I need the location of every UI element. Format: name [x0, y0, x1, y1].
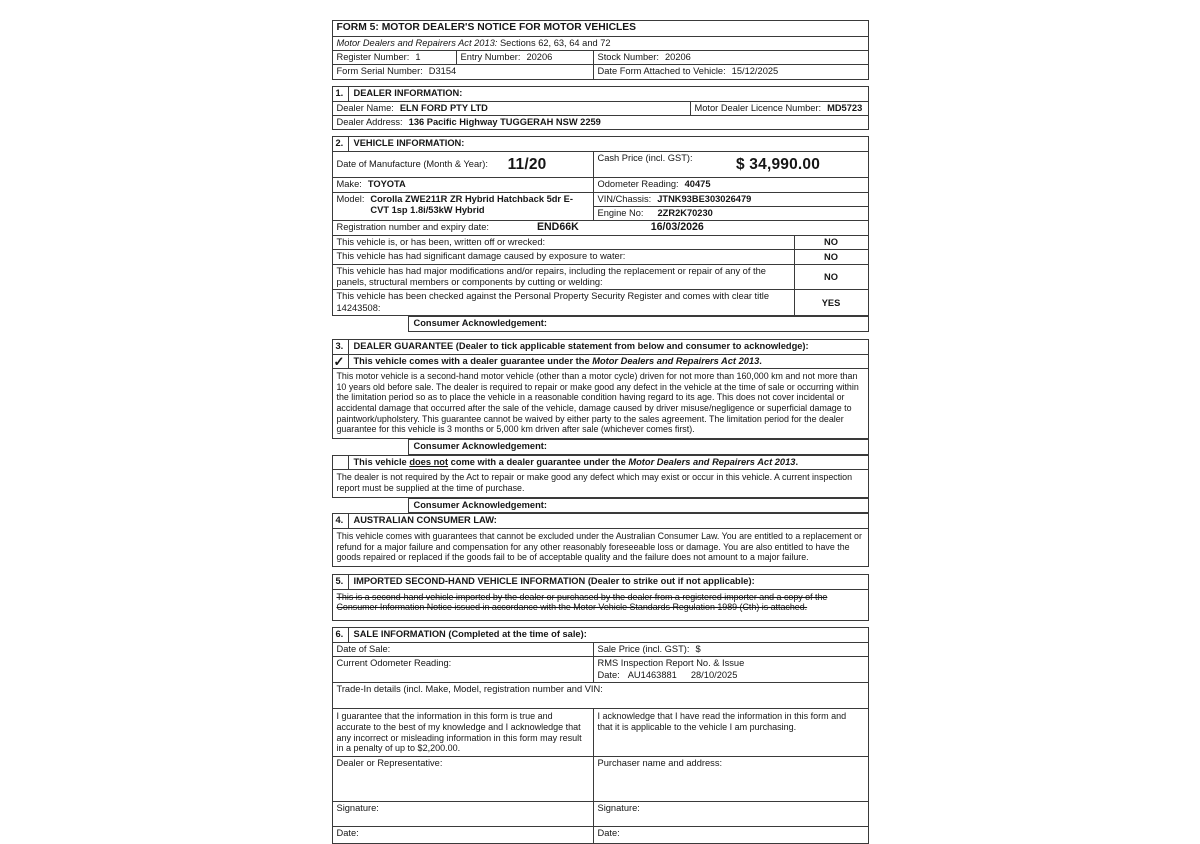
- date-of-sale-label: Date of Sale:: [336, 643, 391, 654]
- make-value: TOYOTA: [367, 179, 406, 190]
- make-odometer-row: [333, 177, 868, 191]
- condition-modifications-label: This vehicle has had major modifications and/or repairs, including the replacement or repair of any of the panels, structural members or components by cutting or welding:: [336, 265, 766, 287]
- sale-price-value: $: [695, 643, 701, 654]
- signatures-row: [333, 801, 868, 826]
- names-row: [333, 756, 868, 801]
- section1-number: 1.: [333, 87, 349, 101]
- model-cell: [333, 193, 593, 221]
- guarantee-with-body: This motor vehicle is a second-hand motor vehicle (other than a motor cycle) driven for not more than 160,000 km and not more than 10 years old before sale. The dealer is required to repair or make good any defect in the vehicle at the time of sale or occurring within the limitation period so as to place the vehicle in a reasonable condition having regard to its age. This does not cover incidental or accidental damage that occurred after the sale of the vehicle, damage caused by driver misuse/negligence or superficial damage to paintwork/upholstery. This guarantee cannot be waived by either party to the sales agreement. The limitation period for the dealer guarantee for this vehicle is 3 months or 5,000 km driven after sale (whichever comes first).: [336, 371, 859, 435]
- no-guarantee-table: [332, 455, 869, 498]
- form5-document: [332, 0, 869, 844]
- section1-title: DEALER INFORMATION:: [353, 87, 463, 98]
- purchaser-signature-cell: [593, 802, 868, 826]
- stock-number-cell: [593, 51, 868, 64]
- cash-price-cell: [593, 152, 868, 177]
- dealer-name-cell: [333, 102, 690, 115]
- dealer-licence-value: MD5723: [827, 102, 863, 113]
- dealer-signature-cell: [333, 802, 593, 826]
- condition-modifications-answer: NO: [794, 265, 868, 290]
- registration-row: [333, 220, 868, 234]
- guarantee-with-statement: [349, 355, 868, 369]
- current-odometer-cell: [333, 657, 593, 682]
- condition-writeoff-answer: NO: [794, 236, 868, 249]
- date-attached-label: Date Form Attached to Vehicle:: [597, 66, 726, 77]
- dealer-name-row: [333, 101, 868, 115]
- section2-number: 2.: [333, 137, 349, 151]
- guarantee-without-body: The dealer is not required by the Act to repair or make good any defect which may exist or occur in this vehicle. A current inspection report must be supplied at the time of purchase.: [336, 472, 853, 493]
- manufacture-cell: [333, 152, 593, 177]
- condition-row-water: [333, 249, 868, 263]
- dealer-name-label: Dealer Name:: [336, 102, 394, 113]
- sale-price-cell: [593, 643, 868, 656]
- vin-value: JTNK93BE303026479: [657, 193, 752, 204]
- tradein-cell: [333, 683, 868, 708]
- guarantee-with-pre: This vehicle comes with a dealer guarantee under the: [353, 355, 593, 366]
- guarantee-without-pre: This vehicle: [353, 456, 410, 467]
- date-of-sale-cell: [333, 643, 593, 656]
- date-attached-value: 15/12/2025: [731, 66, 779, 77]
- act-name: Motor Dealers and Repairers Act 2013:: [336, 37, 498, 48]
- sale-price-label: Sale Price (incl. GST):: [597, 643, 690, 654]
- odometer-cell: [593, 178, 868, 191]
- form-serial-value: D3154: [428, 66, 457, 77]
- cash-price-value: $ 34,990.00: [735, 155, 821, 173]
- engine-label: Engine No:: [597, 207, 644, 218]
- guarantee-without-underline: does not: [409, 456, 449, 467]
- imported-body-struck-text: This is a second-hand vehicle imported by the dealer or purchased by the dealer from a registered importer and a copy of the Consumer Information Notice issued in accordance with the Motor Vehicle Standards Regulation 1989 (Cth) is attached.: [336, 591, 828, 613]
- condition-ppsr-label: This vehicle has been checked against the Personal Property Security Register and comes with clear title 14243508:: [336, 291, 770, 313]
- odometer-value: 40475: [684, 179, 711, 190]
- rms-report-number: AU1463881: [627, 669, 677, 680]
- condition-water-label: This vehicle has had significant damage caused by exposure to water:: [336, 251, 626, 262]
- guarantee-with-statement-row: [333, 354, 868, 369]
- purchaser-name-label: Purchaser name and address:: [597, 758, 723, 769]
- acl-body: This vehicle comes with guarantees that cannot be excluded under the Australian Consumer Law. You are entitled to a replacement or refund for a major failure and compensation for any other reasonably foreseeable loss or damage. You are also entitled to have the goods repaired or replaced if the goods fail to be of acceptable quality and the failure does not amount to a major failure.: [336, 531, 862, 563]
- guarantee-with-post: .: [759, 355, 762, 366]
- guarantee-without-post: .: [795, 456, 799, 467]
- dealer-address-value: 136 Pacific Highway TUGGERAH NSW 2259: [408, 116, 601, 127]
- declaration-row: [333, 708, 868, 756]
- make-label: Make:: [336, 179, 362, 190]
- imported-vehicle-table: [332, 574, 869, 621]
- register-number-value: 1: [415, 51, 421, 62]
- tradein-row: [333, 682, 868, 708]
- condition-row-modifications: [333, 264, 868, 290]
- section3-number: 3.: [333, 340, 349, 354]
- engine-cell: [594, 206, 868, 220]
- form-serial-label: Form Serial Number:: [336, 66, 423, 77]
- sale-information-table: [332, 627, 869, 844]
- guarantee-without-mid: come with a dealer guarantee under the: [448, 456, 629, 467]
- current-odometer-label: Current Odometer Reading:: [336, 658, 452, 669]
- vin-cell: [594, 193, 868, 206]
- registration-value: END66K: [536, 221, 579, 234]
- consumer-acknowledgement-box-2: Consumer Acknowledgement:: [408, 439, 869, 455]
- registration-expiry: 16/03/2026: [650, 221, 704, 234]
- section4-number: 4.: [333, 514, 349, 528]
- sale-date-price-row: [333, 642, 868, 656]
- australian-consumer-law-table: [332, 513, 869, 567]
- condition-writeoff-label: This vehicle is, or has been, written off or wrecked:: [336, 236, 546, 247]
- act-row: [333, 36, 868, 50]
- condition-row-ppsr: [333, 289, 868, 315]
- purchaser-name-cell: [593, 757, 868, 801]
- dealer-information-table: [332, 86, 869, 131]
- form-title: FORM 5: MOTOR DEALER'S NOTICE FOR MOTOR VEHICLES: [336, 22, 637, 33]
- odometer-label: Odometer Reading:: [597, 179, 679, 190]
- condition-ppsr-answer: YES: [794, 290, 868, 315]
- guarantee-without-act: Motor Dealers and Repairers Act 2013: [628, 456, 796, 467]
- register-row: [333, 50, 868, 64]
- cash-price-label: Cash Price (incl. GST):: [597, 153, 693, 164]
- purchaser-date-cell: [593, 827, 868, 843]
- vehicle-information-table: [332, 136, 869, 316]
- entry-number-cell: [456, 51, 593, 64]
- engine-value: 2ZR2K70230: [657, 207, 713, 218]
- consumer-acknowledgement-box-1: Consumer Acknowledgement:: [408, 316, 869, 332]
- rms-report-cell: [593, 657, 868, 682]
- register-number-label: Register Number:: [336, 51, 410, 62]
- model-value: Corolla ZWE211R ZR Hybrid Hatchback 5dr E-CVT 1sp 1.8i/53kW Hybrid: [370, 193, 573, 215]
- dealer-date-label: Date:: [336, 828, 359, 839]
- dealer-address-cell: [333, 116, 868, 129]
- section2-title: VEHICLE INFORMATION:: [353, 138, 465, 149]
- imported-body-row: [333, 589, 868, 620]
- section4-header: [333, 514, 868, 528]
- condition-row-writeoff: [333, 235, 868, 249]
- section2-header: [333, 137, 868, 151]
- stock-number-label: Stock Number:: [597, 51, 659, 62]
- acl-body-row: [333, 528, 868, 566]
- section6-header: [333, 628, 868, 642]
- consumer-acknowledgement-box-3: Consumer Acknowledgement:: [408, 498, 869, 514]
- dealer-signature-label: Signature:: [336, 803, 379, 814]
- entry-number-value: 20206: [526, 51, 553, 62]
- guarantee-without-statement: [349, 456, 868, 470]
- entry-number-label: Entry Number:: [460, 51, 521, 62]
- purchaser-declaration: I acknowledge that I have read the information in this form and that it is applicable to the vehicle I am purchasing.: [593, 709, 868, 756]
- form-title-row: [333, 21, 868, 36]
- dealer-representative-label: Dealer or Representative:: [336, 758, 443, 769]
- act-sections: Sections 62, 63, 64 and 72: [497, 37, 611, 48]
- dealer-declaration: I guarantee that the information in this form is true and accurate to the best of my knowledge and I acknowledge that any incorrect or misleading information in this form may result in a penalty of up to $2,200.00.: [336, 711, 582, 754]
- dealer-name-value: ELN FORD PTY LTD: [399, 102, 488, 113]
- section5-header: [333, 575, 868, 589]
- guarantee-tick-cell: [333, 355, 349, 369]
- guarantee-with-body-row: [333, 368, 868, 438]
- act-reference: [333, 37, 615, 50]
- rms-report-date: 28/10/2025: [690, 669, 738, 680]
- section6-title: SALE INFORMATION (Completed at the time of sale):: [353, 629, 587, 640]
- section5-number: 5.: [333, 575, 349, 589]
- odometer-rms-row: [333, 656, 868, 682]
- manufacture-value: 11/20: [507, 155, 547, 173]
- dealer-guarantee-table: [332, 339, 869, 439]
- guarantee-without-statement-row: [333, 456, 868, 470]
- guarantee-checkbox-cell: [333, 456, 349, 470]
- vin-engine-column: [593, 193, 868, 221]
- rms-report-label: RMS Inspection Report No. & Issue Date:: [597, 658, 745, 680]
- dealer-date-cell: [333, 827, 593, 843]
- guarantee-without-body-row: [333, 469, 868, 496]
- form-serial-cell: [333, 65, 593, 78]
- dealer-licence-label: Motor Dealer Licence Number:: [694, 102, 822, 113]
- registration-label: Registration number and expiry date:: [336, 222, 489, 233]
- dealer-representative-cell: [333, 757, 593, 801]
- serial-row: [333, 64, 868, 78]
- section1-header: [333, 87, 868, 101]
- tick-icon: ✓: [333, 353, 345, 369]
- guarantee-with-act: Motor Dealers and Repairers Act 2013: [592, 355, 760, 366]
- dates-row: [333, 826, 868, 843]
- register-number-cell: [333, 51, 456, 64]
- manufacture-label: Date of Manufacture (Month & Year):: [336, 158, 488, 169]
- model-label: Model:: [336, 193, 365, 204]
- section6-number: 6.: [333, 628, 349, 642]
- tradein-label: Trade-In details (incl. Make, Model, registration number and VIN:: [336, 684, 603, 695]
- dealer-address-row: [333, 115, 868, 129]
- section3-header: [333, 340, 868, 354]
- purchaser-signature-label: Signature:: [597, 803, 640, 814]
- dealer-licence-cell: [690, 102, 868, 115]
- vin-label: VIN/Chassis:: [597, 193, 652, 204]
- model-vin-row: [333, 192, 868, 221]
- dealer-address-label: Dealer Address:: [336, 116, 403, 127]
- condition-water-answer: NO: [794, 250, 868, 263]
- section3-title: DEALER GUARANTEE (Dealer to tick applicable statement from below and consumer to acknowledge):: [353, 340, 809, 351]
- section4-title: AUSTRALIAN CONSUMER LAW:: [353, 515, 497, 526]
- date-attached-cell: [593, 65, 868, 78]
- stock-number-value: 20206: [664, 51, 691, 62]
- purchaser-date-label: Date:: [597, 828, 620, 839]
- registration-cell: [333, 221, 868, 234]
- manufacture-price-row: [333, 151, 868, 177]
- make-cell: [333, 178, 593, 191]
- section5-title: IMPORTED SECOND-HAND VEHICLE INFORMATION (Dealer to strike out if not applicable):: [353, 575, 755, 586]
- form-header-table: [332, 20, 869, 80]
